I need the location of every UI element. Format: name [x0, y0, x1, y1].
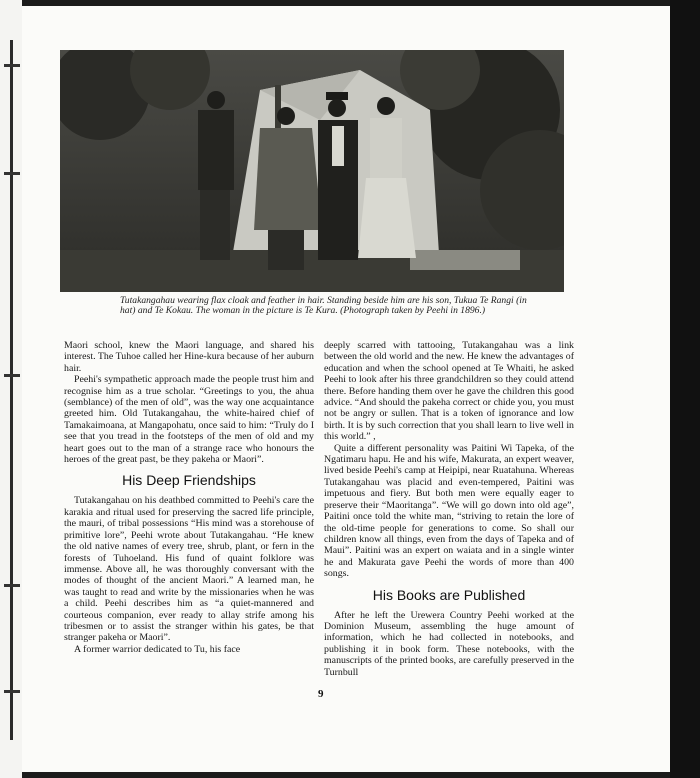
paragraph: Tutakangahau on his deathbed committed to Peehi's care the karakia and ritual used for preserving the sacred life principle, the mauri, of tribal possessions “His mind was a storehouse of primitive lore”, Peehi wrote about Tutakangahau. “He knew the old native names of every tree, shrub, plant, or fern in the forests of Tuhoeland. His fund of quaint folklore was immense. Above all, he was thoroughly conversant with the modes of thought of the ancient Maori.” A learned man, he was taught to read and write by the missionaries when he was a child. Peehi describes him as “a quiet-mannered and courteous companion, ever ready to allay strife among his tribesmen or to assist the stranger within his gates, be that stranger pakeha or Maori”. [64, 495, 314, 644]
binding-mark [4, 690, 20, 693]
binding-mark [4, 172, 20, 175]
paragraph: deeply scarred with tattooing, Tutakangahau was a link between the old world and the new. He knew the advantages of education and when the school opened at Te Whaiti, he asked Peehi to look after his three grandchildren so they could attend there. Before handing them over he gave the children this good advice. “And should the pakeha correct or chide you, you must not be angry or sullen. That is a token of ignorance and low birth. It is by such correction that you shall learn to live well in this world.” , [324, 340, 574, 443]
page-edge-shadow [670, 0, 700, 778]
text-column-right [324, 340, 574, 678]
historical-photograph [60, 50, 564, 292]
section-heading: His Books are Published [372, 586, 526, 603]
paragraph: After he left the Urewera Country Peehi worked at the Dominion Museum, assembling the huge amount of information, which he had collected in notebooks, and publishing it in book form. These notebooks, with the manuscripts of the printed books, are carefully preserved in the Turnbull [324, 609, 574, 678]
paragraph: Maori school, knew the Maori language, and shared his interest. The Tuhoe called her Hine-kura because of her auburn hair. [64, 340, 314, 374]
paragraph: Quite a different personality was Paitini Wi Tapeka, of the Ngatimaru hapu. He and his wife, Makurata, an expert weaver, lived beside Peehi's camp at Heipipi, near Ruatahuna. Whereas Tutakangahau was placid and even-tempered, Paitini was impetuous and fiery. But both men were equally eager to preserve their “Maoritanga”. “We will go down into old age”, Paitini once told the white man, “striving to retain the lore of the old-time people for generations to come. So shall our children know all things, even from the days of Tapeka and of Maui”. Paitini was an expert on waiata and in a single winter he and Makurata gave Peehi the words of more than 400 songs. [324, 442, 574, 580]
paragraph: Peehi's sympathetic approach made the people trust him and recognise him as a true scholar. “Greetings to you, the ahua (semblance) of the men of old”, was the way one acquaintance greeted him. Old Tutakangahau, the white-haired chief of Tamakaimoana, at Mangapohatu, once said to him: “Truly do I see that you tread in the footsteps of the men of old and my heart goes out to the man of a strange race who honours the heroes of the great past, be they pakeha or Maori”. [64, 374, 314, 466]
document-page [22, 6, 670, 772]
photo-caption: Tutakangahau wearing flax cloak and feather in hair. Standing beside him are his son, Tukua Te Rangi (in hat) and Te Kokau. The woman in the picture is Te Kura. (Photograph taken by Peehi in 1896.) [120, 295, 527, 317]
paragraph: A former warrior dedicated to Tu, his face [74, 643, 241, 655]
binding-thread [10, 40, 13, 740]
page-number: 9 [318, 688, 324, 700]
section-heading: His Deep Friendships [122, 472, 256, 489]
binding-mark [4, 584, 20, 587]
binding-mark [4, 64, 20, 67]
photograph-icon [60, 50, 564, 292]
binding-mark [4, 374, 20, 377]
text-column-left [64, 340, 314, 655]
